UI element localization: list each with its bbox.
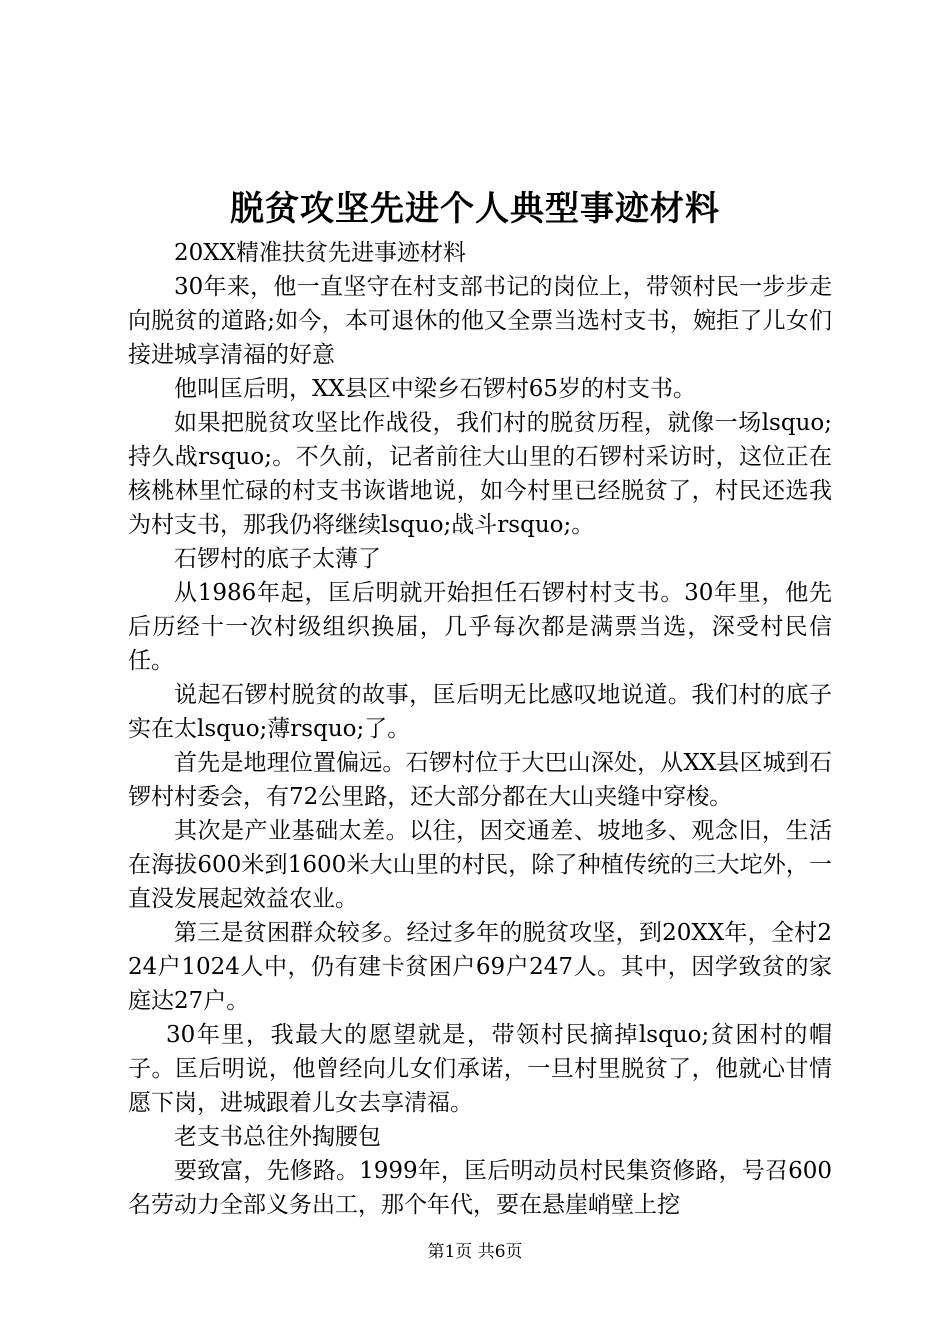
paragraph: 要致富，先修路。1999年，匡后明动员村民集资修路，号召600名劳动力全部义务出工，那个年代，要在悬崖峭壁上挖 [128,1158,832,1218]
document-title: 脱贫攻坚先进个人典型事迹材料 [230,189,720,229]
section-heading: 老支书总往外掏腰包 [174,1124,381,1150]
page-footer: 第1页 共6页 [427,1242,523,1262]
paragraph: 第三是贫困群众较多。经过多年的脱贫攻坚，到20XX年，全村224户1024人中，仍有建卡贫困户69户247人。其中，因学致贫的家庭达27户。 [128,920,832,1014]
paragraph: 他叫匡后明，XX县区中梁乡石锣村65岁的村支书。 [174,376,697,402]
paragraph: 从1986年起，匡后明就开始担任石锣村村支书。30年里，他先后历经十一次村级组织换届，几乎每次都是满票当选，深受村民信任。 [128,580,832,674]
paragraph: 其次是产业基础太差。以往，因交通差、坡地多、观念旧，生活在海拔600米到1600米大山里的村民，除了种植传统的三大坨外，一直没发展起效益农业。 [128,818,832,912]
document-body [128,236,832,1222]
paragraph: 20XX精准扶贫先进事迹材料 [174,240,467,266]
section-heading: 石锣村的底子太薄了 [174,546,381,572]
paragraph: 30年里，我最大的愿望就是，带领村民摘掉lsquo;贫困村的帽子。匡后明说，他曾经向儿女们承诺，一旦村里脱贫了，他就心甘情愿下岗，进城跟着儿女去享清福。 [128,1022,832,1116]
paragraph: 如果把脱贫攻坚比作战役，我们村的脱贫历程，就像一场lsquo;持久战rsquo;。不久前，记者前往大山里的石锣村采访时，这位正在核桃林里忙碌的村支书诙谐地说，如今村里已经脱贫了，村民还选我为村支书，那我仍将继续lsquo;战斗rsquo;。 [128,410,832,538]
paragraph: 说起石锣村脱贫的故事，匡后明无比感叹地说道。我们村的底子实在太lsquo;薄rsquo;了。 [128,682,832,742]
paragraph: 30年来，他一直坚守在村支部书记的岗位上，带领村民一步步走向脱贫的道路;如今，本可退休的他又全票当选村支书，婉拒了儿女们接进城享清福的好意 [128,274,832,368]
paragraph: 首先是地理位置偏远。石锣村位于大巴山深处，从XX县区城到石锣村村委会，有72公里路，还大部分都在大山夹缝中穿梭。 [128,750,832,810]
